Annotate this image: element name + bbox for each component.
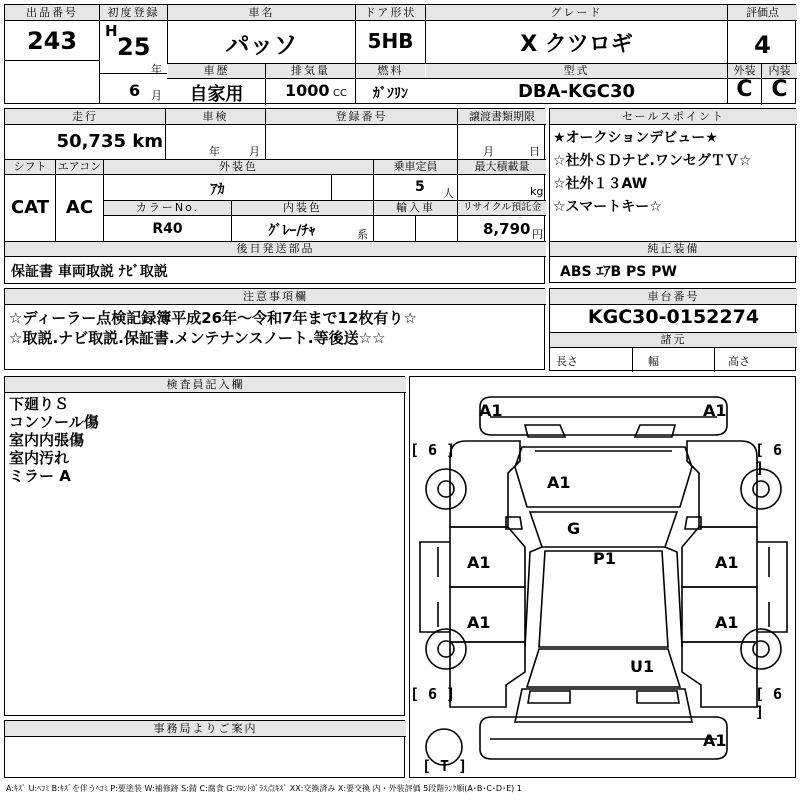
inspector-note: 室内汚れ [9,449,70,467]
notes-box [4,288,545,370]
mark-door-fr: A1 [715,553,739,572]
mileage-header: 走行 [5,109,165,124]
car-outline [410,377,797,779]
shift: CAT [10,197,50,218]
mileage: 50,735 km [56,131,163,152]
interior-grade-header: 内装 [762,64,797,78]
aircon-header: エアコン [57,160,102,173]
inspector-header: 検査員記入欄 [5,377,406,392]
recycle-deposit: 8,790 [483,220,531,238]
exterior-grade: C [736,77,753,102]
fuel-header: 燃料 [356,64,425,78]
spec-height: 高さ [728,355,750,368]
tire-rl-tread: [ 6 ] [410,685,456,703]
model-code: DBA-KGC30 [517,81,636,102]
sales-point: ☆スマートキー☆ [553,199,662,215]
note-line: ☆取説.ナビ取説.保証書.メンテナンスノート.等後送☆☆ [9,329,386,347]
note-line: ☆ディーラー点検記録簿平成26年～令和7年まで12枚有り☆ [9,309,417,327]
interior-unit: 系 [357,228,368,241]
first-registration-header: 初度登録 [100,5,167,20]
registration-month: 6 [129,81,141,100]
notes-lines [9,309,417,347]
tire-rr-tread: [ 6 ] [755,685,783,721]
recycle-deposit-header: リサイクル預託金 [458,201,546,215]
body-color: ｱｶ [210,182,225,198]
load-unit: kg [530,185,544,198]
model-header: 型式 [426,64,727,78]
capacity: 5 [415,179,425,195]
sales-point: ☆社外１３AW [553,176,648,192]
history-header: 車歴 [168,64,265,78]
mark-door-rr: A1 [715,613,739,632]
exterior-grade-header: 外装 [728,64,761,78]
displacement-header: 排気量 [266,64,355,78]
overall-score: 4 [754,31,771,59]
spec-length: 長さ [556,355,578,368]
aircon: AC [65,197,94,218]
import-header: 輸入車 [374,201,457,215]
car-diagram [409,376,796,778]
inspector-note: 下廻りＳ [9,395,70,413]
later-parts-header: 後日発送部品 [5,242,546,256]
inspector-note: 室内内張傷 [9,431,85,449]
car-name-header: 車名 [168,5,355,20]
inspection-header: 車検 [166,109,265,124]
spec-width: 幅 [648,355,659,368]
mark-windshield: G [567,519,581,538]
inspector-note: コンソール傷 [9,413,99,431]
mark-door-rl: A1 [467,613,491,632]
body-color-header: 外装色 [104,160,373,174]
mark-rear-glass: U1 [630,657,655,676]
sales-points-list [553,129,751,216]
office-header: 事務局よりご案内 [5,721,406,736]
mark-front-right: A1 [703,401,727,420]
era: H [105,22,118,40]
door-type: 5HB [367,29,414,53]
chassis-header: 車台番号 [550,289,797,304]
displacement: 1000 [285,81,330,100]
tire-fl-tread: [ 6 ] [410,441,456,459]
capacity-header: 乗車定員 [374,160,457,174]
sales-point: ☆社外ＳＤナビ.ワンセグＴＶ☆ [553,153,752,169]
mark-front-left: A1 [479,401,503,420]
tire-fr-tread: [ 6 ] [755,441,783,477]
lot-number: 243 [26,27,78,55]
spare-tire: [ T ] [422,757,468,775]
recycle-unit: 円 [532,228,543,241]
mark-hood: A1 [547,473,571,492]
grade-header: グレード [426,5,727,20]
transfer-day-unit: 日 [529,145,540,158]
sales-points [549,108,796,283]
shift-header: シフト [5,160,55,174]
mark-roof: P1 [593,549,616,568]
equipment-header: 純正装備 [550,242,797,256]
inspection-month-unit: 月 [249,145,260,158]
score-header: 評価点 [728,5,797,20]
month-unit: 月 [151,89,162,102]
color-number: R40 [152,221,183,237]
chassis-number: KGC30-0152274 [587,306,760,328]
registration-number-header: 登録番号 [266,109,457,124]
chassis-box [549,288,796,371]
door-type-header: ドア形状 [356,5,425,20]
transfer-deadline-header: 譲渡書類期限 [458,109,546,124]
usage-history: 自家用 [189,84,244,105]
max-load-header: 最大積載量 [458,160,546,174]
inspector-box [4,376,405,716]
cc-unit: CC [333,88,347,99]
notes-header: 注意事項欄 [5,289,546,304]
mark-rear: A1 [703,731,727,750]
mark-door-fl: A1 [467,553,491,572]
legend: A:ｷｽﾞ U:ﾍｺﾐ B:ｷｽﾞを伴うﾍｺﾐ P:要塗装 W:補修跡 S:錆 C:腐食 G:ﾌﾛﾝﾄｶﾞﾗｽ点ｷｽﾞ XX:交換済み X:要交換 内・外装評価 5段階ﾗﾝｸ順(A･B･C･D･E) 1 [6,784,522,793]
inspector-note: ミラー A [9,467,71,485]
interior-grade: C [771,77,788,102]
car-name: パッソ [225,31,298,59]
color-number-header: カラーNo. [104,201,231,215]
sales-point: ★オークションデビュー★ [553,130,718,146]
year-unit: 年 [151,63,162,76]
capacity-unit: 人 [443,187,454,200]
spec-header: 諸元 [550,333,797,347]
grade: X クツロギ [520,32,633,57]
inspector-notes [9,395,99,485]
interior-color: ｸﾞﾚｰ/ﾁｬ [268,223,316,239]
vehicle-header-table [4,4,796,104]
later-parts: 保証書 車両取説 ﾅﾋﾞ取説 [11,264,168,280]
equipment: ABS ｴｱB PS PW [560,264,677,280]
lot-number-header: 出品番号 [5,5,99,20]
fuel: ｶﾞｿﾘﾝ [373,86,408,102]
registration-year: 25 [117,33,151,61]
inspection-year-unit: 年 [209,145,220,158]
office-box [4,720,405,778]
vehicle-detail-table [4,108,545,284]
transfer-month-unit: 月 [483,145,494,158]
interior-color-header: 内装色 [232,201,373,215]
sales-points-header: セールスポイント [550,109,797,124]
